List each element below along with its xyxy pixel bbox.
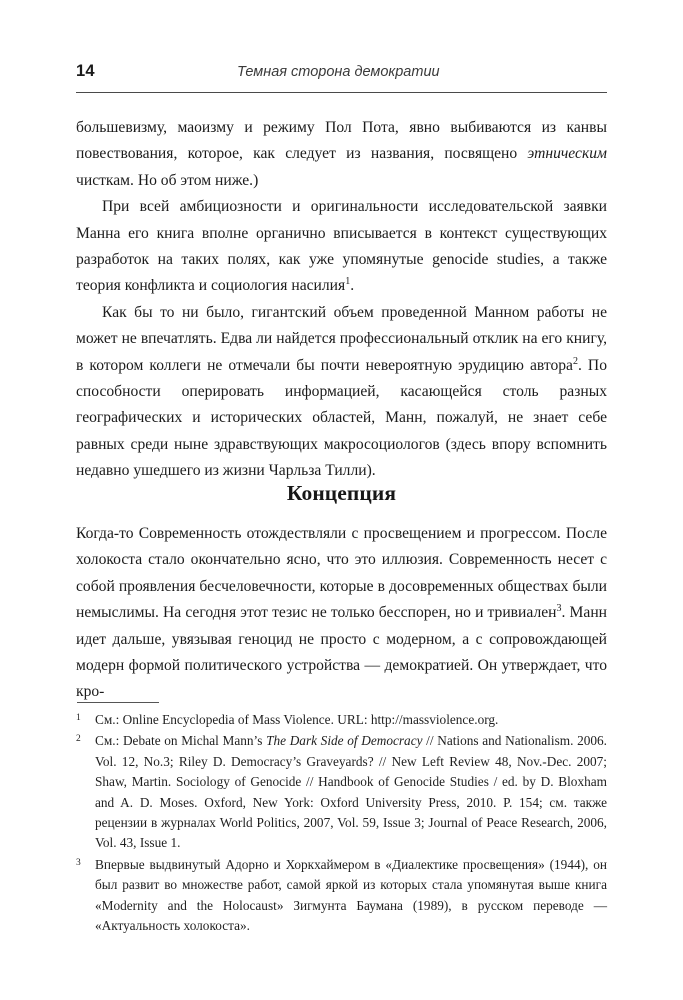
footnote-marker: 2	[76, 734, 81, 745]
footnote-reference[interactable]: 3	[556, 603, 562, 615]
footnote-marker: 3	[76, 857, 81, 868]
footnote-marker: 1	[76, 713, 81, 723]
footnote-item	[76, 855, 607, 937]
footnote-text: См.: Debate on Michal Mann’s The Dark Side of Democracy // Nations and Nationalism. 2006. Vol. 12, No.3; Riley D. Democracy’s Graveyards? // New Left Review 48, Nov.-Dec. 2007; Shaw, Martin. Sociology of Genocide // Handbook of Genocide Studies / ed. by D. Bloxham and A. D. Moses. Oxford, New York: Oxford University Press, 2010. P. 154; см. также рецензии в журналах World Politics, 2007, Vol. 59, Issue 3; Journal of Peace Research, 2006, Vol. 43, Issue 1.	[95, 733, 607, 851]
paragraph-1: большевизму, маоизму и режиму Пол Пота, явно выбиваются из канвы повествования, которое, как следует из названия, посвящено этническим чисткам. Но об этом ниже.)	[76, 119, 607, 189]
header-divider	[76, 92, 607, 93]
page-header	[76, 62, 607, 88]
paragraph-3: Как бы то ни было, гигантский объем проведенной Манном работы не может не впечатлять. Едва ли найдется профессиональный отклик на его книгу, в котором коллеги не отмечали бы почти невероятную эрудицию автора$^2$. По способности оперировать информацией, касающейся столь разных географических и исторических областей, Манн, пожалуй, не знает себе равных среди ныне здравствующих макросоциологов (здесь впору вспомнить недавно ушедшего из жизни Чарльза Тилли).	[76, 303, 607, 480]
footnote-item	[76, 710, 607, 730]
body-text-block-upper	[76, 115, 607, 485]
footnote-item	[76, 731, 607, 853]
footnote-text: Впервые выдвинутый Адорно и Хоркхаймером в «Диалектике просвещения» (1944), он был развит во множестве работ, самой яркой из которых стала упомянутая выше книга «Modernity and the Holocaust» Зигмунта Баумана (1989), в русском переводе — «Актуальность холокоста».	[95, 856, 607, 934]
footnote-text: См.: Online Encyclopedia of Mass Violence. URL: http://massviolence.org.	[95, 712, 499, 727]
footnote-reference[interactable]: 2	[572, 355, 578, 367]
paragraph-4: Когда-то Современность отождествляли с просвещением и прогрессом. После холокоста стало окончательно ясно, что это иллюзия. Современность несет с собой проявления бесчеловечности, которые в досовременных обществах были немыслимы. На сегодня этот тезис не только бесспорен, но и тривиален$^3$. Манн идет дальше, увязывая геноцид не просто с модерном, а с сопровождающей модерн формой политического устройства — демократией. Он утверждает, что кро-	[76, 525, 608, 701]
running-title: Темная сторона демократии	[237, 64, 440, 80]
footnotes-section	[76, 710, 607, 937]
paragraph-2: При всей амбициозности и оригинальности исследовательской заявки Манна его книга вполне органично вписывается в контекст существующих разработок на таких полях, как уже упомянутые genocide studies, а также теория конфликта и социология насилия$^1$.	[76, 198, 607, 295]
footnote-separator-rule	[77, 702, 159, 703]
section-heading: Концепция	[286, 481, 397, 505]
page-number: 14	[76, 62, 95, 80]
body-text-block-lower	[76, 521, 607, 706]
footnote-reference[interactable]: 1	[345, 276, 351, 288]
italic-emphasis: The Dark Side of Democracy	[266, 733, 423, 749]
italic-emphasis: этническим	[527, 145, 607, 163]
